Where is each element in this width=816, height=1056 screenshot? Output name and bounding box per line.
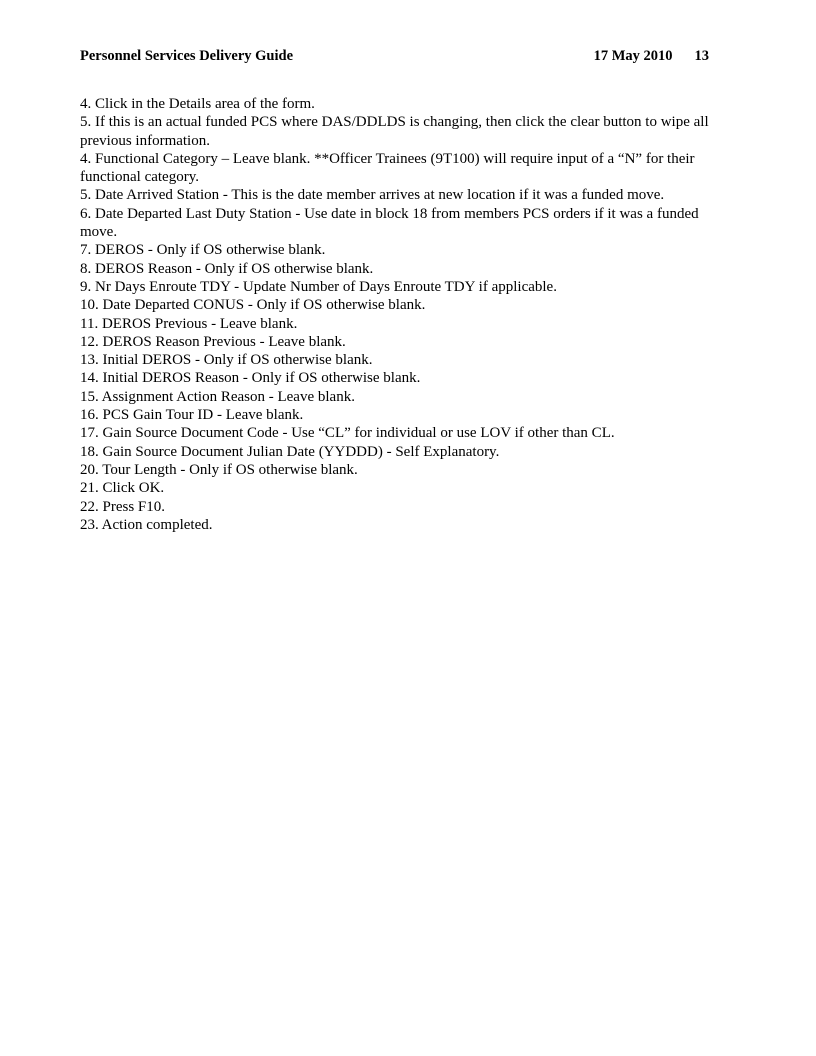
step-item: 4. Click in the Details area of the form. (80, 96, 315, 112)
page-number: 13 (694, 48, 709, 64)
procedure-steps (80, 95, 712, 534)
page-header (80, 48, 709, 68)
step-item: 7. DEROS - Only if OS otherwise blank. (80, 242, 326, 259)
step-item: 14. Initial DEROS Reason - Only if OS otherwise blank. (80, 370, 421, 387)
document-date: 17 May 2010 (593, 48, 673, 64)
step-item: 16. PCS Gain Tour ID - Leave blank. (80, 407, 304, 424)
document-title: Personnel Services Delivery Guide (80, 48, 294, 64)
step-item: 5. Date Arrived Station - This is the date member arrives at new location if it was a funded move. (80, 187, 665, 204)
step-item: 9. Nr Days Enroute TDY - Update Number of Days Enroute TDY if applicable. (80, 278, 557, 295)
step-item: 18. Gain Source Document Julian Date (YYDDD) - Self Explanatory. (80, 443, 500, 460)
step-item: 5. If this is an actual funded PCS where DAS/DDLDS is changing, then click the clear button to wipe all previous information. (80, 114, 709, 149)
step-item: 11. DEROS Previous - Leave blank. (80, 315, 298, 332)
step-item: 20. Tour Length - Only if OS otherwise blank. (80, 461, 358, 478)
step-item: 10. Date Departed CONUS - Only if OS otherwise blank. (80, 297, 426, 314)
step-item: 13. Initial DEROS - Only if OS otherwise blank. (80, 352, 373, 369)
step-item: 8. DEROS Reason - Only if OS otherwise blank. (80, 260, 374, 277)
step-item: 23. Action completed. (80, 516, 213, 533)
step-item: 15. Assignment Action Reason - Leave blank. (80, 388, 355, 405)
step-item: 12. DEROS Reason Previous - Leave blank. (80, 333, 346, 350)
step-item: 22. Press F10. (80, 498, 166, 515)
step-item: 4. Functional Category – Leave blank. **Officer Trainees (9T100) will require input of a “N” for their functional category. (80, 150, 695, 186)
header-right (594, 48, 709, 65)
step-item: 6. Date Departed Last Duty Station - Use date in block 18 from members PCS orders if it was a funded move. (80, 205, 699, 241)
step-item: 17. Gain Source Document Code - Use “CL” for individual or use LOV if other than CL. (80, 425, 615, 442)
step-item: 21. Click OK. (80, 480, 165, 497)
